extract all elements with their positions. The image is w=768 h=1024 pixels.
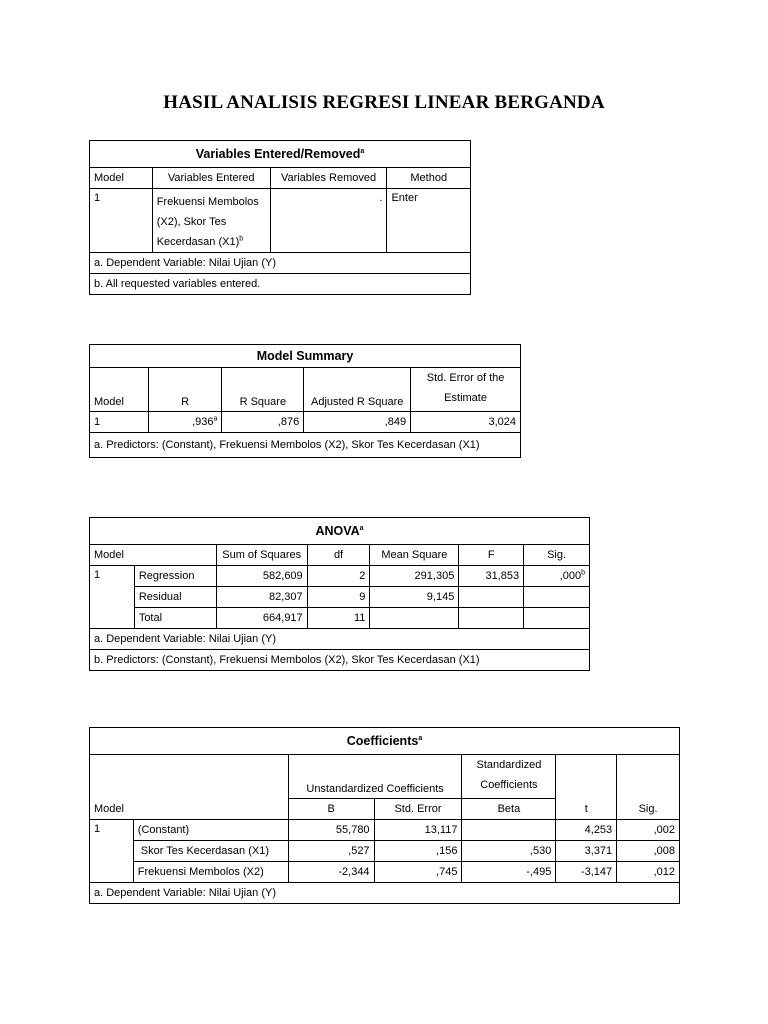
r-square-cell: ,876 xyxy=(222,412,304,433)
std-error-cell: 3,024 xyxy=(411,412,521,433)
se-cell: ,745 xyxy=(374,862,462,883)
ms-cell: 291,305 xyxy=(370,566,459,587)
b-cell: ,527 xyxy=(288,841,374,862)
footnote: a. Predictors: (Constant), Frekuensi Membolos (X2), Skor Tes Kecerdasan (X1) xyxy=(90,433,521,458)
col-header-sig: Sig. xyxy=(524,545,590,566)
f-cell: 31,853 xyxy=(459,566,524,587)
header-row xyxy=(90,545,590,566)
row-label: Frekuensi Membolos (X2) xyxy=(133,862,288,883)
sig-cell: ,000$^b$ xyxy=(524,566,590,587)
footnote: a. Dependent Variable: Nilai Ujian (Y) xyxy=(90,253,471,274)
sig-cell xyxy=(524,587,590,608)
ms-cell xyxy=(370,608,459,629)
col-header-model: Model xyxy=(90,799,289,820)
col-header-variables-removed: Variables Removed xyxy=(270,168,387,189)
table-row xyxy=(90,862,680,883)
f-cell xyxy=(459,608,524,629)
footnote: a. Dependent Variable: Nilai Ujian (Y) xyxy=(90,629,590,650)
col-header-variables-entered: Variables Entered xyxy=(152,168,270,189)
table-row xyxy=(90,587,590,608)
beta-cell: ,530 xyxy=(462,841,556,862)
col-header-mean-square: Mean Square xyxy=(370,545,459,566)
col-header-t: t xyxy=(556,799,617,820)
model-summary-table xyxy=(89,344,521,458)
col-header-sig: Sig. xyxy=(617,799,680,820)
table-row xyxy=(90,841,680,862)
table-row xyxy=(90,608,590,629)
beta-cell xyxy=(462,820,556,841)
col-header-model: Model xyxy=(90,168,153,189)
ss-cell: 664,917 xyxy=(216,608,307,629)
table-row xyxy=(90,820,680,841)
page-title: HASIL ANALISIS REGRESI LINEAR BERGANDA xyxy=(163,92,605,113)
anova-table xyxy=(89,517,590,671)
b-cell: -2,344 xyxy=(288,862,374,883)
sig-cell: ,002 xyxy=(617,820,680,841)
table-caption: Coefficients$^a$ xyxy=(90,728,680,755)
variables-removed-cell: . xyxy=(270,189,387,253)
coefficients-table xyxy=(89,727,680,904)
header-blank xyxy=(617,755,680,799)
row-label: (Constant) xyxy=(133,820,288,841)
f-cell xyxy=(459,587,524,608)
row-label: Total xyxy=(134,608,216,629)
row-label: Regression xyxy=(134,566,216,587)
t-cell: 3,371 xyxy=(556,841,617,862)
col-header-f: F xyxy=(459,545,524,566)
table-row xyxy=(90,412,521,433)
variables-entered-table xyxy=(89,140,471,295)
col-header-unstandardized: Unstandardized Coefficients xyxy=(288,755,462,799)
col-header-std-error: Std. Error xyxy=(374,799,462,820)
col-header-sum-of-squares: Sum of Squares xyxy=(216,545,307,566)
col-header-method: Method xyxy=(387,168,471,189)
model-cell: 1 xyxy=(90,189,153,253)
t-cell: -3,147 xyxy=(556,862,617,883)
sig-cell: ,012 xyxy=(617,862,680,883)
beta-cell: -,495 xyxy=(462,862,556,883)
se-cell: ,156 xyxy=(374,841,462,862)
ss-cell: 582,609 xyxy=(216,566,307,587)
col-header-df: df xyxy=(307,545,370,566)
t-cell: 4,253 xyxy=(556,820,617,841)
col-header-standardized: Standardized Coefficients xyxy=(462,755,556,799)
r-cell: ,936$^a$ xyxy=(148,412,222,433)
header-blank xyxy=(90,755,289,799)
header-row xyxy=(90,799,680,820)
header-blank xyxy=(556,755,617,799)
sig-cell: ,008 xyxy=(617,841,680,862)
header-row xyxy=(90,168,471,189)
model-cell: 1 xyxy=(90,412,149,433)
adjusted-r-square-cell: ,849 xyxy=(304,412,411,433)
method-cell: Enter xyxy=(387,189,471,253)
col-header-adjusted-r-square: Adjusted R Square xyxy=(304,368,411,412)
ms-cell: 9,145 xyxy=(370,587,459,608)
col-header-model: Model xyxy=(90,368,149,412)
table-caption: Model Summary xyxy=(90,345,521,368)
col-header-b: B xyxy=(288,799,374,820)
footnote: a. Dependent Variable: Nilai Ujian (Y) xyxy=(90,883,680,904)
col-header-beta: Beta xyxy=(462,799,556,820)
table-caption: Variables Entered/Removed$^a$ xyxy=(90,141,471,168)
footnote: b. Predictors: (Constant), Frekuensi Membolos (X2), Skor Tes Kecerdasan (X1) xyxy=(90,650,590,671)
col-header-std-error: Std. Error of the Estimate xyxy=(411,368,521,412)
ss-cell: 82,307 xyxy=(216,587,307,608)
df-cell: 2 xyxy=(307,566,370,587)
se-cell: 13,117 xyxy=(374,820,462,841)
b-cell: 55,780 xyxy=(288,820,374,841)
table-row xyxy=(90,566,590,587)
row-label: Skor Tes Kecerdasan (X1) xyxy=(133,841,288,862)
table-row xyxy=(90,189,471,253)
model-cell: 1 xyxy=(90,820,134,883)
df-cell: 11 xyxy=(307,608,370,629)
model-cell: 1 xyxy=(90,566,135,629)
row-label: Residual xyxy=(134,587,216,608)
variables-entered-cell: Frekuensi Membolos (X2), Skor Tes Kecerdasan $(X1)^b$ xyxy=(152,189,270,253)
df-cell: 9 xyxy=(307,587,370,608)
footnote: b. All requested variables entered. xyxy=(90,274,471,295)
col-header-r: R xyxy=(148,368,222,412)
sig-cell xyxy=(524,608,590,629)
col-header-r-square: R Square xyxy=(222,368,304,412)
col-header-model: Model xyxy=(90,545,217,566)
table-caption: ANOVA$^a$ xyxy=(90,518,590,545)
header-row xyxy=(90,368,521,412)
